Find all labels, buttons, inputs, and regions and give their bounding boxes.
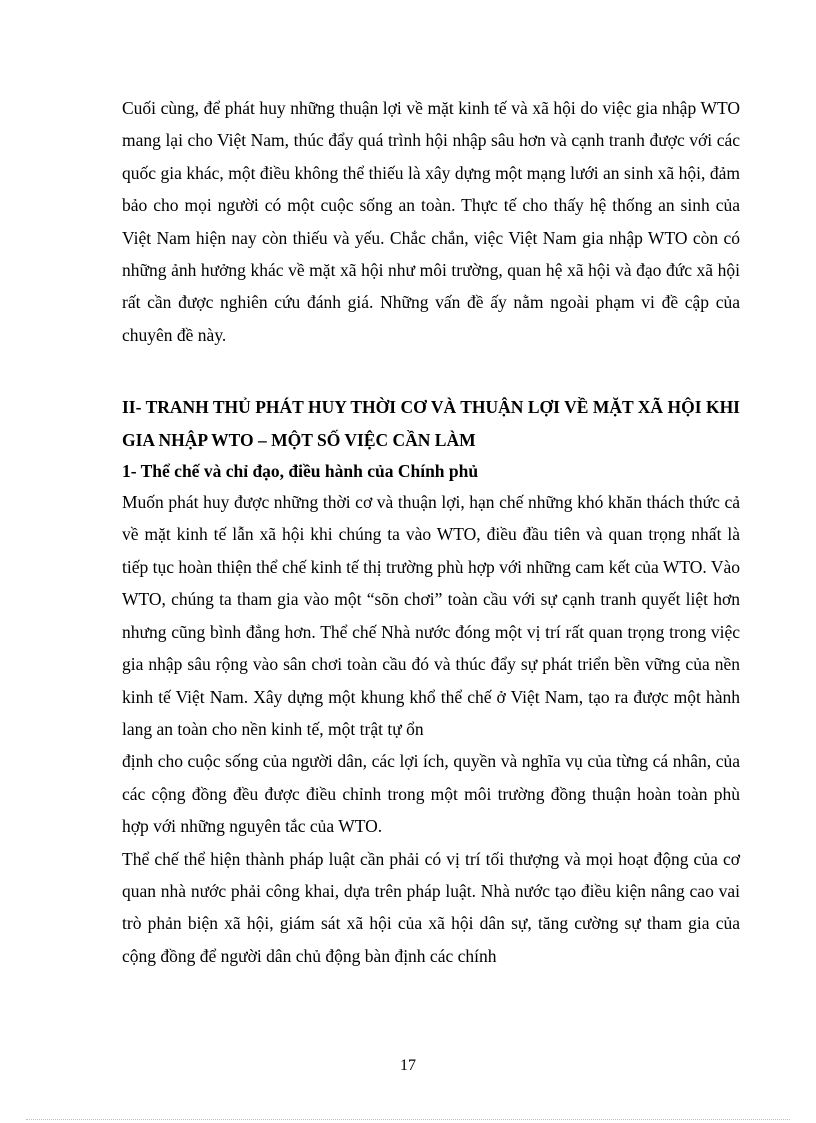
page-number: 17: [400, 1057, 416, 1074]
section-spacer: [122, 351, 740, 391]
page-content: [122, 92, 740, 972]
paragraph-stability: định cho cuộc sống của người dân, các lợi ích, quyền và nghĩa vụ của từng cá nhân, của các cộng đồng đều được điều chỉnh trong một môi trường đồng thuận hoàn toàn phù hợp với những nguyên tắc của WTO.: [122, 751, 740, 837]
paragraph-law: Thể chế thể hiện thành pháp luật cần phải có vị trí tối thượng và mọi hoạt động của cơ quan nhà nước phải công khai, dựa trên pháp luật. Nhà nước tạo điều kiện nâng cao vai trò phản biện xã hội, giám sát xã hội của xã hội dân sự, tăng cường sự tham gia của cộng đồng để người dân chủ động bàn định các chính: [122, 848, 740, 966]
subsection-heading: 1- Thể chế và chỉ đạo, điều hành của Chính phủ: [122, 461, 479, 482]
page-bottom-divider: [26, 1119, 790, 1120]
section-heading: II- TRANH THỦ PHÁT HUY THỜI CƠ VÀ THUẬN LỢI VỀ MẶT XÃ HỘI KHI GIA NHẬP WTO – MỘT SỐ VIỆC CẦN LÀM: [122, 397, 740, 450]
paragraph-institution: Muốn phát huy được những thời cơ và thuận lợi, hạn chế những khó khăn thách thức cả về mặt kinh tế lẫn xã hội khi chúng ta vào WTO, điều đầu tiên và quan trọng nhất là tiếp tục hoàn thiện thể chế kinh tế thị trường phù hợp với những cam kết của WTO. Vào WTO, chúng ta tham gia vào một “sõn chơi” toàn cầu với sự cạnh tranh quyết liệt hơn nhưng cũng bình đẳng hơn. Thể chế Nhà nước đóng một vị trí rất quan trọng trong việc gia nhập sâu rộng vào sân chơi toàn cầu đó và thúc đẩy sự phát triển bền vững của nền kinh tế Việt Nam. Xây dựng một khung khổ thể chế ở Việt Nam, tạo ra được một hành lang an toàn cho nền kinh tế, một trật tự ổn: [122, 492, 740, 739]
paragraph-conclusion: Cuối cùng, để phát huy những thuận lợi về mặt kinh tế và xã hội do việc gia nhập WTO mang lại cho Việt Nam, thúc đẩy quá trình hội nhập sâu hơn và cạnh tranh được với các quốc gia khác, một điều không thể thiếu là xây dựng một mạng lưới an sinh xã hội, đảm bảo cho mọi người có một cuộc sống an toàn. Thực tế cho thấy hệ thống an sinh của Việt Nam hiện nay còn thiếu và yếu. Chắc chắn, việc Việt Nam gia nhập WTO còn có những ảnh hưởng khác về mặt xã hội như môi trường, quan hệ xã hội và đạo đức xã hội rất cần được nghiên cứu đánh giá. Những vấn đề ấy nằm ngoài phạm vi đề cập của chuyên đề này.: [122, 98, 740, 345]
